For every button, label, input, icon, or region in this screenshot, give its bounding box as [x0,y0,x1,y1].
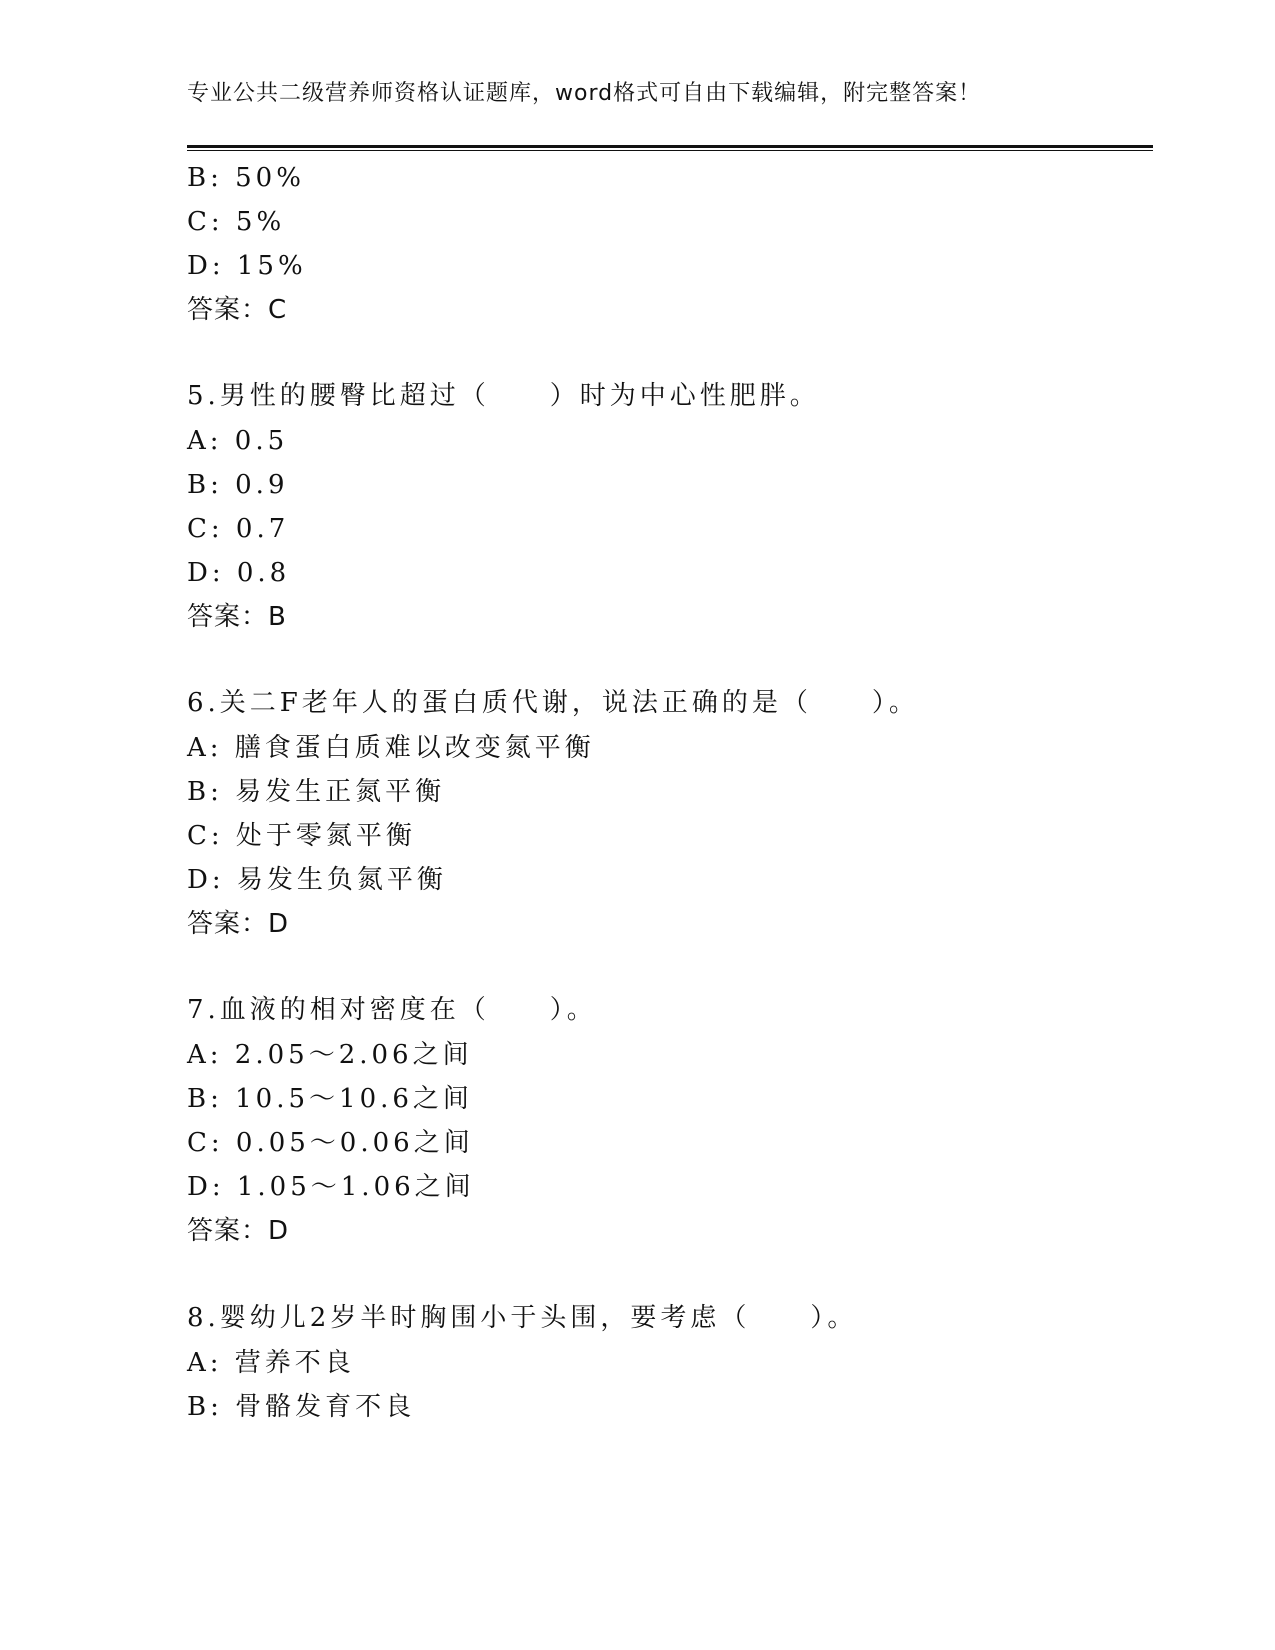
q7-option-c: C: 0.05～0.06之间 [187,1128,474,1158]
q4-answer: 答案：C [187,295,288,325]
q6-stem: 6.关二F老年人的蛋白质代谢，说法正确的是（ ）。 [187,688,919,718]
header-rule-thin [187,150,1153,151]
header-rule-thick [187,145,1153,148]
q6-option-d: D: 易发生负氮平衡 [187,865,447,895]
q8-option-a: A: 营养不良 [187,1348,355,1378]
q5-stem: 5.男性的腰臀比超过（ ）时为中心性肥胖。 [187,381,820,411]
q4-option-c: C: 5% [187,207,286,237]
q8-option-b: B: 骨骼发育不良 [187,1392,416,1422]
q6-answer: 答案：D [187,909,290,939]
q7-option-d: D: 1.05～1.06之间 [187,1172,475,1202]
q6-option-c: C: 处于零氮平衡 [187,821,416,851]
q4-option-b: B: 50% [187,163,305,193]
q7-option-a: A: 2.05～2.06之间 [187,1040,473,1070]
q7-stem: 7.血液的相对密度在（ ）。 [187,995,597,1025]
q5-option-c: C: 0.7 [187,514,290,544]
page-header: 专业公共二级营养师资格认证题库，word格式可自由下载编辑，附完整答案！ [187,81,982,106]
q7-answer: 答案：D [187,1216,290,1246]
q8-stem: 8.婴幼儿2岁半时胸围小于头围，要考虑（ ）。 [187,1303,858,1333]
q5-option-a: A: 0.5 [187,426,289,456]
q7-option-b: B: 10.5～10.6之间 [187,1084,473,1114]
q5-answer: 答案：B [187,602,287,632]
q5-option-d: D: 0.8 [187,558,291,588]
q6-option-b: B: 易发生正氮平衡 [187,777,446,807]
q6-option-a: A: 膳食蛋白质难以改变氮平衡 [187,733,595,763]
q5-option-b: B: 0.9 [187,470,289,500]
q4-option-d: D: 15% [187,251,307,281]
